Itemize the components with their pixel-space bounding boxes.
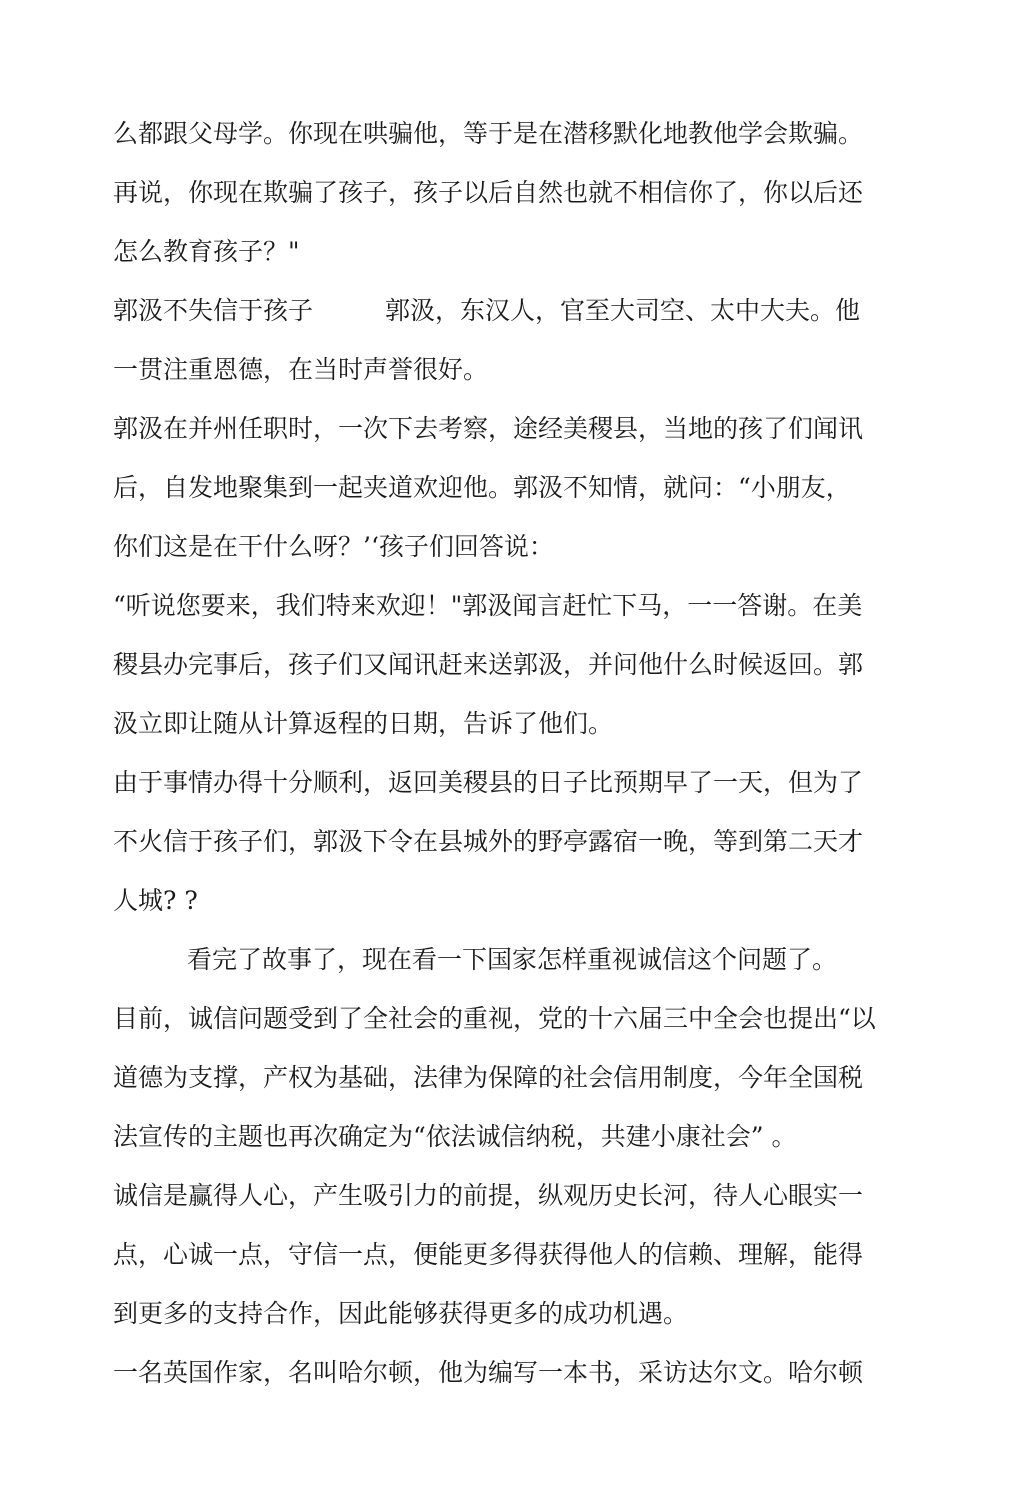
text-line: 由于事情办得十分顺利，返回美稷县的日子比预期早了一天，但为了: [113, 768, 864, 797]
text-line: 你们这是在干什么呀？’‘孩子们回答说：: [113, 532, 554, 561]
text-line-indented: 看完了故事了，现在看一下国家怎样重视诚信这个问题了。: [187, 945, 838, 974]
text-line: 么都跟父母学。你现在哄骗他，等于是在潜移默化地教他学会欺骗。: [113, 119, 864, 148]
text-line: 怎么教育孩子？": [113, 237, 300, 266]
text-line: 后，自发地聚集到一起夹道欢迎他。郭汲不知情，就问：“小朋友，: [113, 473, 851, 502]
text-line: 到更多的支持合作，因此能够获得更多的成功机遇。: [113, 1299, 689, 1328]
story-title: 郭汲不失信于孩子: [113, 296, 314, 325]
text-line: 点，心诚一点，守信一点，便能更多得获得他人的信赖、理解，能得: [113, 1240, 864, 1269]
text-line: 不火信于孩子们，郭汲下令在县城外的野亭露宿一晚，等到第二天才: [113, 827, 864, 856]
text-line: “听说您要来，我们特来欢迎！"郭汲闻言赶忙下马，一一答谢。在美: [113, 591, 863, 620]
text-line: 稷县办完事后，孩子们又闻讯赶来送郭汲，并问他什么时候返回。郭: [113, 650, 864, 679]
text-line: 法宣传的主题也再次确定为“依法诚信纳税，共建小康社会” 。: [113, 1122, 797, 1151]
text-line: 目前，诚信问题受到了全社会的重视，党的十六届三中全会也提出“以: [113, 1004, 876, 1033]
text-line: 诚信是赢得人心，产生吸引力的前提，纵观历史长河，待人心眼实一: [113, 1181, 864, 1210]
story-intro: 郭汲，东汉人，官至大司空、太中大夫。他: [385, 296, 861, 325]
text-line: 一名英国作家，名叫哈尔顿，他为编写一本书，采访达尔文。哈尔顿: [113, 1358, 864, 1387]
text-line: 人城? ?: [113, 886, 198, 915]
text-line-heading-row: [113, 294, 860, 328]
text-line: 道德为支撑，产权为基础，法律为保障的社会信用制度，今年全国税: [113, 1063, 864, 1092]
text-line: 汲立即让随从计算返程的日期，告诉了他们。: [113, 709, 614, 738]
text-line: 郭汲在并州任职时，一次下去考察，途经美稷县，当地的孩了们闻讯: [113, 414, 864, 443]
text-line: 一贯注重恩德，在当时声誉很好。: [113, 355, 489, 384]
text-line: 再说，你现在欺骗了孩子，孩子以后自然也就不相信你了，你以后还: [113, 178, 864, 207]
